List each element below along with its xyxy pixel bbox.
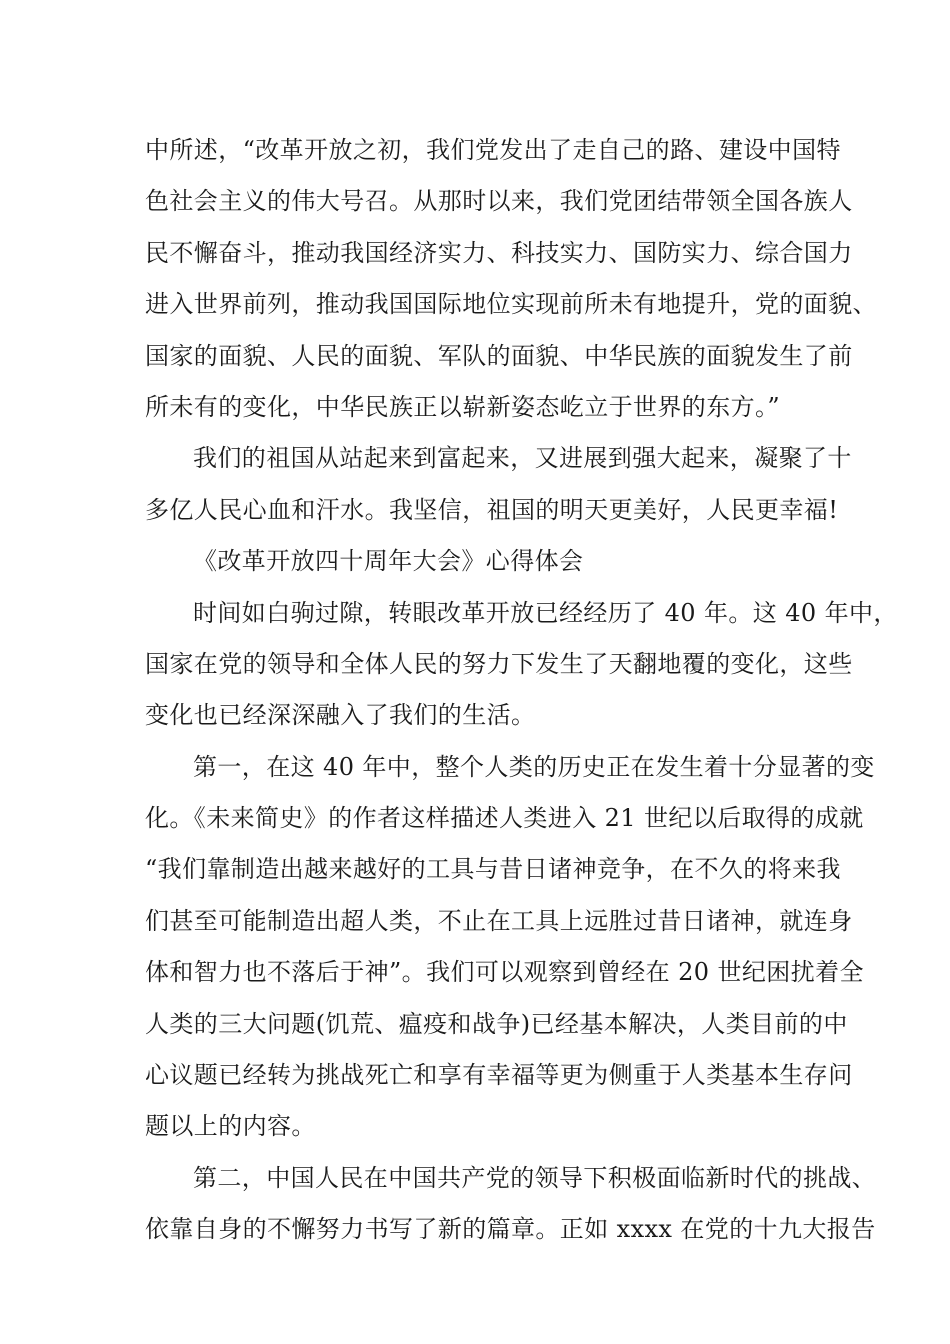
text-line: 进入世界前列，推动我国国际地位实现前所未有地提升，党的面貌、 bbox=[145, 290, 877, 319]
section-title: 《改革开放四十周年大会》心得体会 bbox=[193, 547, 584, 576]
text-line: 国家的面貌、人民的面貌、军队的面貌、中华民族的面貌发生了前 bbox=[145, 341, 853, 370]
text-line: 心议题已经转为挑战死亡和享有幸福等更为侧重于人类基本生存问 bbox=[145, 1061, 853, 1090]
text-line: 色社会主义的伟大号召。从那时以来，我们党团结带领全国各族人 bbox=[145, 187, 853, 216]
text-line: 人类的三大问题(饥荒、瘟疫和战争)已经基本解决，人类目前的中 bbox=[145, 1009, 848, 1038]
text-line: 所未有的变化，中华民族正以崭新姿态屹立于世界的东方。” bbox=[145, 392, 781, 421]
text-line: 变化也已经深深融入了我们的生活。 bbox=[145, 701, 536, 730]
text-line: 体和智力也不落后于神”。我们可以观察到曾经在 20 世纪困扰着全 bbox=[145, 958, 864, 987]
text-line: 民不懈奋斗，推动我国经济实力、科技实力、国防实力、综合国力 bbox=[145, 238, 853, 267]
paragraph-start: 第一，在这 40 年中，整个人类的历史正在发生着十分显著的变 bbox=[193, 752, 875, 781]
text-line: “我们靠制造出越来越好的工具与昔日诸神竞争，在不久的将来我 bbox=[145, 855, 841, 884]
paragraph-start: 我们的祖国从站起来到富起来，又进展到强大起来，凝聚了十 bbox=[193, 444, 852, 473]
text-line: 多亿人民心血和汗水。我坚信，祖国的明天更美好，人民更幸福! bbox=[145, 495, 839, 524]
text-line: 题以上的内容。 bbox=[145, 1112, 316, 1141]
text-line: 化。《未来简史》的作者这样描述人类进入 21 世纪以后取得的成就 bbox=[145, 804, 864, 833]
text-line: 中所述，“改革开放之初，我们党发出了走自己的路、建设中国特 bbox=[145, 136, 841, 164]
text-line: 们甚至可能制造出超人类，不止在工具上远胜过昔日诸神，就连身 bbox=[145, 906, 853, 935]
paragraph-start: 时间如白驹过隙，转眼改革开放已经经历了 40 年。这 40 年中， bbox=[193, 598, 898, 627]
text-line: 国家在党的领导和全体人民的努力下发生了天翻地覆的变化，这些 bbox=[145, 649, 853, 678]
document-body bbox=[145, 125, 898, 1256]
paragraph-start: 第二，中国人民在中国共产党的领导下积极面临新时代的挑战、 bbox=[193, 1163, 877, 1192]
text-line: 依靠自身的不懈努力书写了新的篇章。正如 xxxx 在党的十九大报告 bbox=[145, 1215, 876, 1244]
